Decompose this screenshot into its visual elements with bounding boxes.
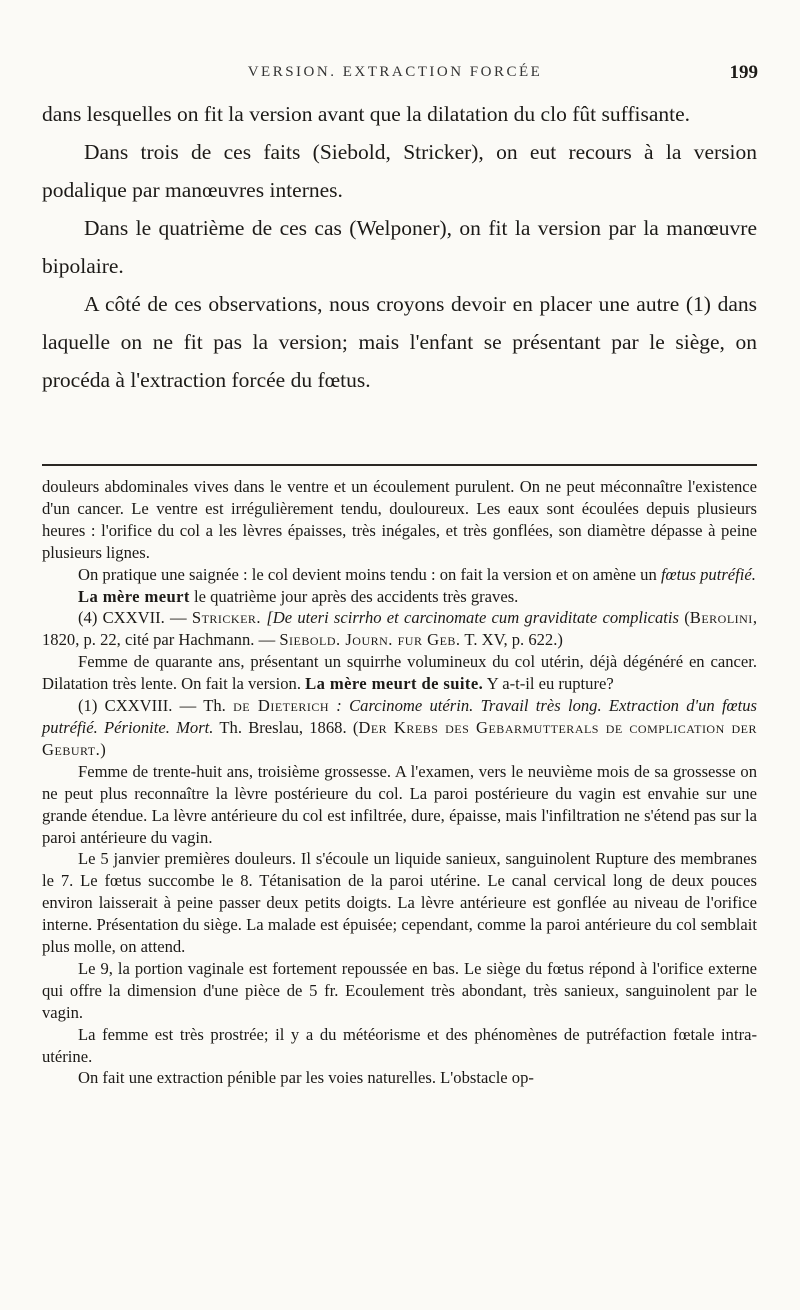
note-text: Th. Breslau, 1868. ( (219, 717, 359, 737)
note-text: le quatrième jour après des accidents très graves. (193, 586, 519, 606)
note-title: : Carcinome utérin. Travail très long. Extraction d'un fœtus putréfié. Périonite. Mort. (42, 696, 757, 737)
note-text: Y a-t-il eu rupture? (486, 674, 614, 694)
note-text: Femme de trente-huit ans, troisième grossesse. A l'examen, vers le neuvième mois de sa grossesse on ne peut plus reconnaître la lèvre postérieure du col. La paroi postérieure du vagin est envahie sur une grande étendue. La lèvre antérieure du col est infiltrée, dure, épaisse, mais l'infiltration ne s'étend pas sur la paroi antérieure du vagin. (42, 761, 757, 847)
note-paragraph (42, 1067, 757, 1089)
note-bold: La mère meurt (78, 586, 190, 606)
note-text: T. XV, p. 622.) (464, 630, 563, 650)
note-text: On fait une extraction pénible par les voies naturelles. L'obstacle op- (78, 1068, 534, 1088)
note-text: Le 5 janvier premières douleurs. Il s'écoule un liquide sanieux, sanguinolent Rupture des membranes le 7. Le fœtus succombe le 8. Tétanisation de la paroi utérine. Le canal cervical long de deux pouces environ laisserait à peine passer deux petits doigts. La lèvre antérieure est gonflée au niveau de l'orifice interne. Présentation du siège. La malade est épuisée; cependant, comme la paroi antérieure du col semblait plus molle, on attend. (42, 849, 757, 957)
note-source: Siebold. Journ. fur Geb. (279, 630, 461, 650)
note-paragraph (42, 958, 757, 1024)
note-paragraph (42, 651, 757, 695)
paragraph: dans lesquelles on fit la version avant que la dilatation du clo fût suffisante. (42, 102, 691, 126)
note-number: (1) CXXVIII. — Th. (78, 696, 226, 716)
note-author: de Dieterich (233, 696, 330, 716)
paragraph: Dans trois de ces faits (Siebold, Stricker), on eut recours à la version podalique par manœuvres internes. (42, 140, 757, 202)
note-number: (4) CXXVII. — (78, 608, 187, 628)
note-source: Berolini (689, 608, 753, 628)
note-text: On pratique une saignée : le col devient moins tendu : on fait la version et on amène un (78, 564, 657, 584)
note-text: Femme de quarante ans, présentant un squirrhe volumineux du col utérin, déjà dégénéré en cancer. Dilatation très lente. On fait la version. (42, 652, 757, 694)
note-source: Der Krebs des Gebarmutterals de complication der Geburt. (42, 717, 757, 759)
footnote-reference (42, 695, 757, 761)
note-bold: La mère meurt de suite. (305, 674, 484, 694)
note-paragraph (42, 1024, 757, 1068)
footnote-divider (42, 464, 757, 466)
note-text: , 1820, p. 22, cité par Hachmann. — (42, 608, 757, 650)
note-paragraph (42, 761, 757, 849)
note-text: Le 9, la portion vaginale est fortement repoussée en bas. Le siège du fœtus répond à l'orifice externe qui offre la dimension d'une pièce de 5 fr. Ecoulement très abondant, très sanieux, sanguinolent par le vagin. (42, 958, 757, 1022)
note-title: [De uteri scirrho et carcinomate cum graviditate complicatis (266, 608, 679, 628)
paragraph: Dans le quatrième de ces cas (Welponer), on fit la version par la manœuvre bipolaire. (42, 216, 757, 278)
paragraph: A côté de ces observations, nous croyons devoir en placer une autre (1) dans laquelle on ne fit pas la version; mais l'enfant se présentant par le siège, on procéda à l'extraction forcée du fœtus. (42, 292, 757, 392)
note-text: ) (100, 739, 106, 759)
running-head (40, 62, 758, 86)
note-paragraph (42, 476, 757, 564)
footnote-reference (42, 607, 757, 651)
main-text (42, 95, 757, 399)
note-text: La femme est très prostrée; il y a du météorisme et des phénomènes de putréfaction fœtale intra-utérine. (42, 1024, 757, 1066)
note-paragraph (42, 564, 757, 586)
note-italic: fœtus putréfié. (660, 564, 756, 584)
footnotes (42, 476, 757, 1089)
note-author: Stricker. (191, 608, 262, 628)
note-paragraph (42, 848, 757, 958)
note-paragraph (42, 586, 757, 608)
note-text: douleurs abdominales vives dans le ventre et un écoulement purulent. On ne peut méconnaître l'existence d'un cancer. Le ventre est irrégulièrement tendu, douloureux. Les eaux sont écoulées depuis plusieurs heures : l'orifice du col a les lèvres épaisses, très inégales, et très gonflées, son diamètre dépasse à peine plusieurs lignes. (42, 477, 757, 562)
running-title: VERSION. EXTRACTION FORCÉE (247, 64, 543, 80)
note-text: ( (684, 608, 690, 628)
page-number: 199 (729, 62, 758, 83)
